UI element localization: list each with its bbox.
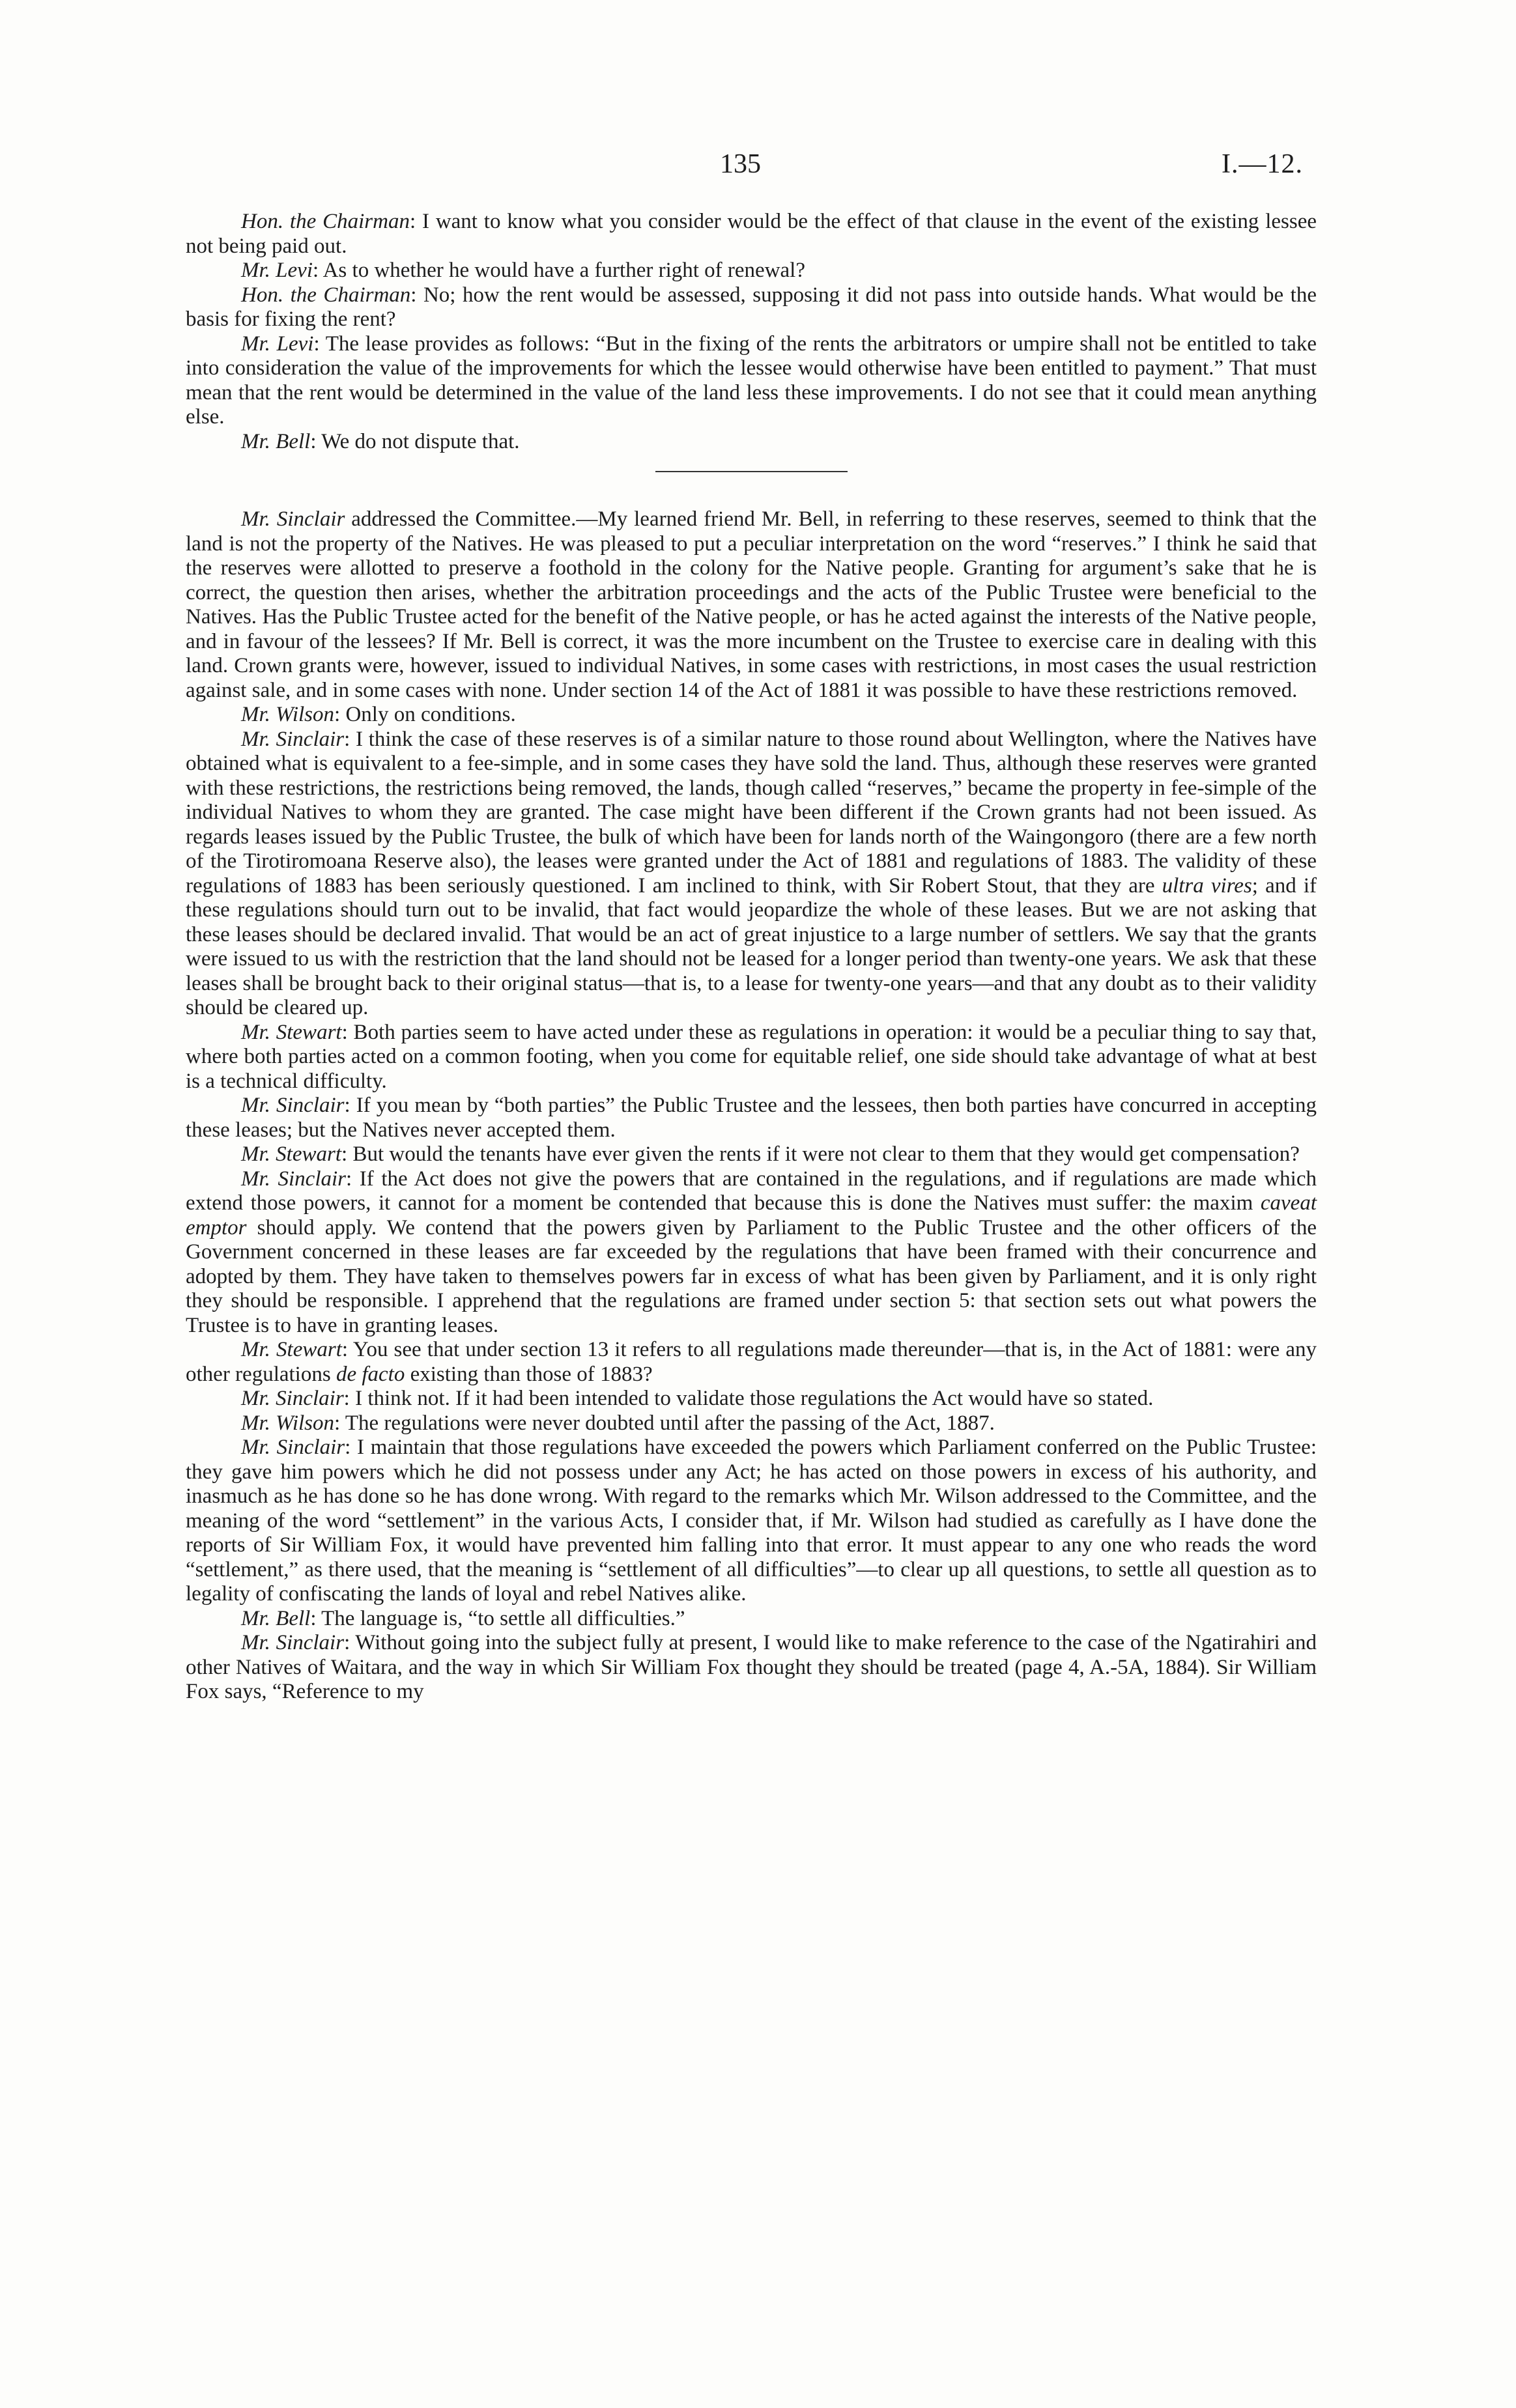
- paragraph: [186, 259, 1317, 283]
- paragraph: [186, 332, 1317, 430]
- speech-text: : Only on conditions.: [334, 703, 516, 726]
- speaker-name: Mr. Levi: [241, 259, 313, 282]
- paragraph: [186, 1338, 1317, 1387]
- speech-text: : I want to know what you consider would be the effect of that clause in the event of the existing lessee not being paid out.: [186, 210, 1317, 258]
- paragraph: [186, 283, 1317, 332]
- speaker-name: Mr. Stewart: [241, 1142, 342, 1166]
- latin-term: de facto: [336, 1362, 405, 1386]
- speech-text: : I think the case of these reserves is of a similar nature to those round about Wellington, where the Natives have obtained what is equivalent to a fee-simple, and in some cases they have sold the land. Thus, although these reserves were granted with these restrictions, the restrictions being removed, the lands, though called “reserves,” became the property in fee-simple of the individual Natives to whom they are granted. The case might have been different if the Crown grants had not been issued. As regards leases issued by the Public Trustee, the bulk of which have been for lands north of the Waingongoro (there are a few north of the Tirotiromoana Reserve also), the leases were granted under the Act of 1881 and regulations of 1883. The validity of these regulations of 1883 has been seriously questioned. I am inclined to think, with Sir Robert Stout, that they are: [186, 727, 1317, 898]
- speech-text: addressed the Committee.—My learned friend Mr. Bell, in referring to these reserves, seemed to think that the land is not the property of the Natives. He was pleased to put a peculiar interpretation on the word “reserves.” I think he said that the reserves were allotted to preserve a foothold in the colony for the Native people. Granting for argument’s sake that he is correct, the question then arises, whether the arbitration proceedings and the acts of the Public Trustee were beneficial to the Natives. Has the Public Trustee acted for the benefit of the Native people, or has he acted against the interests of the Native people, and in favour of the lessees? If Mr. Bell is correct, it was the more incumbent on the Trustee to exercise care in dealing with this land. Crown grants were, however, issued to individual Natives, in some cases with restrictions, in most cases the usual restriction against sale, and in some cases with none. Under section 14 of the Act of 1881 it was possible to have these restrictions removed.: [186, 507, 1317, 702]
- paragraph: [186, 1142, 1317, 1167]
- latin-term: caveat emptor: [186, 1191, 1317, 1239]
- speech-text: : As to whether he would have a further right of renewal?: [313, 259, 805, 282]
- speaker-name: Mr. Levi: [241, 332, 314, 356]
- speech-text: : The language is, “to settle all difficulties.”: [310, 1606, 685, 1630]
- speaker-name: Mr. Stewart: [241, 1020, 342, 1044]
- speaker-name: Mr. Bell: [241, 429, 311, 453]
- paragraph: [186, 210, 1317, 259]
- document-reference: I.—12.: [1222, 149, 1303, 179]
- speaker-name: Hon. the Chairman: [241, 283, 411, 307]
- speaker-name: Mr. Wilson: [241, 1411, 335, 1435]
- speech-text: : If you mean by “both parties” the Public Trustee and the lessees, then both parties have concurred in accepting these leases; but the Natives never accepted them.: [186, 1094, 1317, 1142]
- paragraph: [186, 1021, 1317, 1094]
- section-divider: [655, 471, 848, 472]
- paragraph: [186, 728, 1317, 1021]
- speaker-name: Hon. the Chairman: [241, 210, 410, 233]
- paragraph: [186, 1387, 1317, 1411]
- speaker-name: Mr. Sinclair: [241, 1167, 347, 1191]
- speech-text: : But would the tenants have ever given the rents if it were not clear to them that they would get compensation?: [341, 1142, 1300, 1166]
- speaker-name: Mr. Sinclair: [241, 727, 345, 751]
- body-text: [186, 210, 1317, 1705]
- paragraph: [186, 1607, 1317, 1632]
- speech-text: : No; how the rent would be assessed, supposing it did not pass into outside hands. What would be the basis for fixing the rent?: [186, 283, 1317, 331]
- paragraph: [186, 1436, 1317, 1607]
- speaker-name: Mr. Wilson: [241, 703, 335, 726]
- speech-text: existing than those of 1883?: [405, 1362, 653, 1386]
- speech-text: : You see that under section 13 it refers to all regulations made thereunder—that is, in the Act of 1881: were any other regulations: [186, 1338, 1317, 1386]
- speech-text: ; and if these regulations should turn out to be invalid, that fact would jeopardize the whole of these leases. But we are not asking that these leases should be declared invalid. That would be an act of great injustice to a large number of settlers. We say that the grants were issued to us with the restriction that the land should not be leased for a longer period than twenty-one years. We ask that these leases shall be brought back to their original status—that is, to a lease for twenty-one years—and that any doubt as to their validity should be cleared up.: [186, 873, 1317, 1019]
- paragraph: [186, 1411, 1317, 1436]
- page-header: [0, 149, 1516, 194]
- speaker-name: Mr. Bell: [241, 1606, 311, 1630]
- paragraph: [186, 703, 1317, 728]
- speech-text: : Both parties seem to have acted under these as regulations in operation: it would be a peculiar thing to say that, where both parties acted on a common footing, when you come for equitable relief, one side should take advantage of what at best is a technical difficulty.: [186, 1020, 1317, 1093]
- speaker-name: Mr. Sinclair: [241, 1387, 344, 1410]
- speech-text: : The regulations were never doubted until after the passing of the Act, 1887.: [334, 1411, 995, 1435]
- speech-text: : Without going into the subject fully at present, I would like to make reference to the case of the Ngatirahiri and other Natives of Waitara, and the way in which Sir William Fox thought they should be treated (page 4, A.-5A, 1884). Sir William Fox says, “Reference to my: [186, 1631, 1317, 1703]
- speech-text: : I maintain that those regulations have exceeded the powers which Parliament conferred on the Public Trustee: they gave him powers which he did not possess under any Act; he has acted on those powers in excess of his authority, and inasmuch as he has done so he has done wrong. With regard to the remarks which Mr. Wilson addressed to the Committee, and the meaning of the word “settlement” in the various Acts, I consider that, if Mr. Wilson had studied as carefully as I have done the reports of Sir William Fox, it would have prevented him falling into that error. It must appear to any one who reads the word “settlement,” as there used, that the meaning is “settlement of all difficulties”—to clear up all questions, to settle all question as to legality of confiscating the lands of loyal and rebel Natives alike.: [186, 1436, 1317, 1606]
- speech-text: : We do not dispute that.: [310, 429, 520, 453]
- latin-term: ultra vires: [1162, 873, 1252, 898]
- paragraph: [186, 1631, 1317, 1705]
- speech-text: should apply. We contend that the powers given by Parliament to the Public Trustee and the other officers of the Government concerned in these leases are far exceeded by the regulations that have been framed with their concurrence and adopted by them. They have taken to themselves powers far in excess of what has been given by Parliament, and it is only right they should be responsible. I apprehend that the regulations are framed under section 5: that section sets out what powers the Trustee is to have in granting leases.: [186, 1215, 1317, 1337]
- speech-text: : The lease provides as follows: “But in the fixing of the rents the arbitrators or umpire shall not be entitled to take into consideration the value of the improvements for which the lessee would otherwise have been entitled to payment.” That must mean that the rent would be determined in the value of the land less these improvements. I do not see that it could mean anything else.: [186, 332, 1317, 429]
- paragraph: [186, 1167, 1317, 1339]
- speech-text: : If the Act does not give the powers that are contained in the regulations, and if regulations are made which extend those powers, it cannot for a moment be contended that because this is done the Natives must suffer: the maxim: [186, 1167, 1317, 1215]
- speaker-name: Mr. Sinclair: [241, 1094, 345, 1117]
- speaker-name: Mr. Sinclair: [241, 1436, 345, 1459]
- paragraph: [186, 507, 1317, 703]
- speaker-name: Mr. Sinclair: [241, 507, 345, 531]
- speaker-name: Mr. Stewart: [241, 1338, 342, 1361]
- paragraph: [186, 430, 1317, 455]
- speaker-name: Mr. Sinclair: [241, 1631, 345, 1654]
- page-number: 135: [720, 149, 761, 179]
- paragraph: [186, 1094, 1317, 1142]
- speech-text: : I think not. If it had been intended to validate those regulations the Act would have so stated.: [343, 1387, 1154, 1410]
